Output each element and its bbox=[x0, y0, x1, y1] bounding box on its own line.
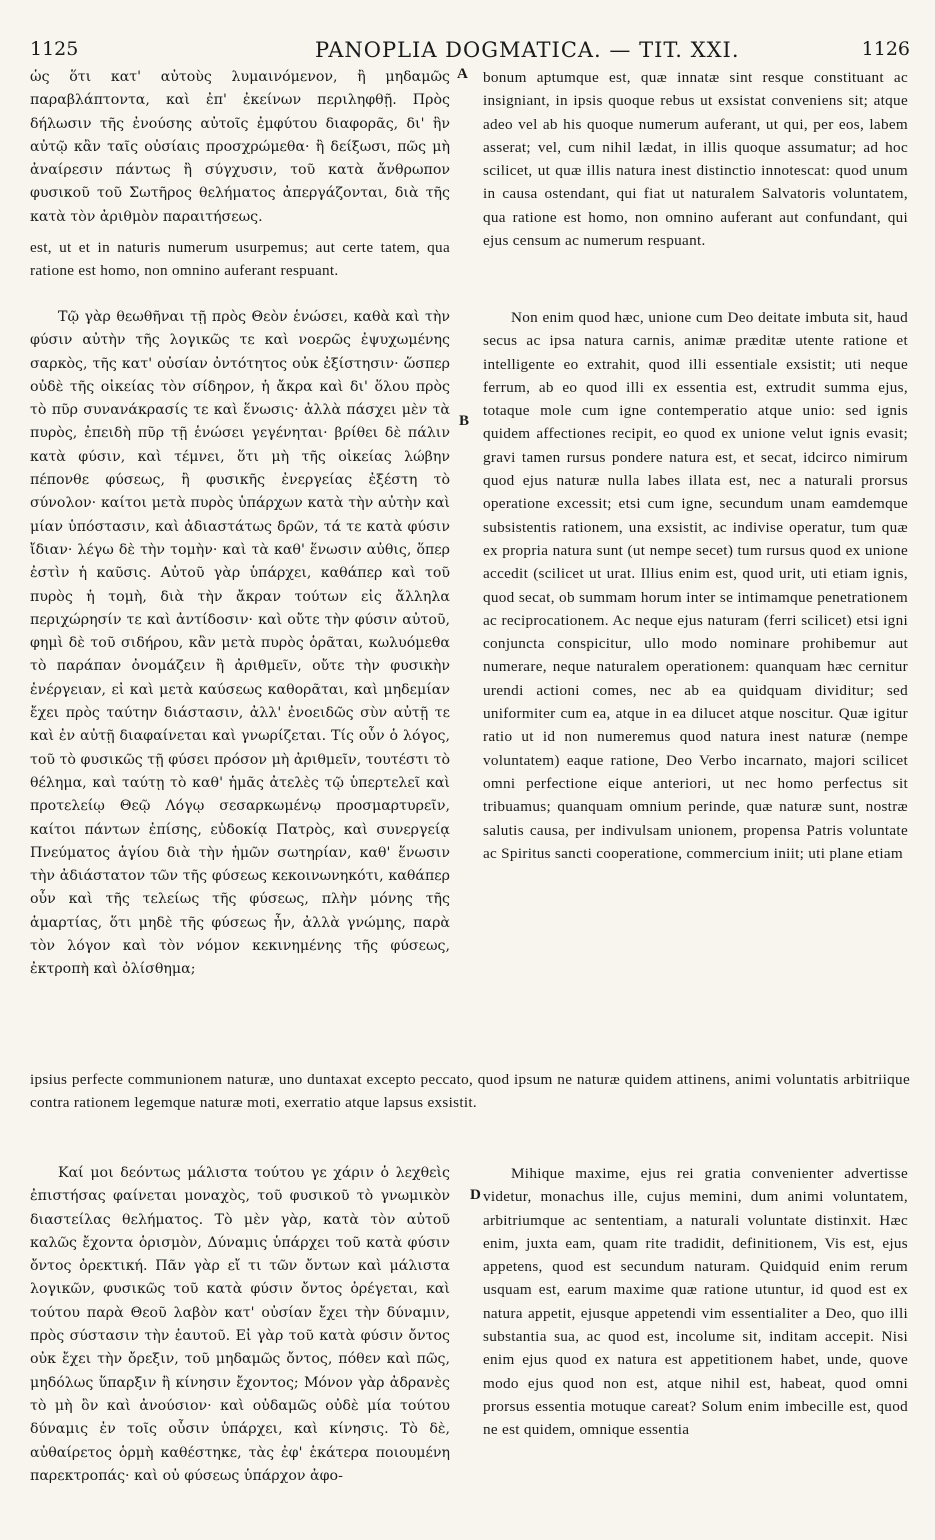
greek-paragraph: ὡς ὅτι κατ' αὐτοὺς λυμαινόμενον, ἢ μηδαμῶς παραβλάπτοντα, καὶ ἐπ' ἐκείνων περιληφθῇ. Πρὸς δήλωσιν τῆς ἐνούσης αὐτοῖς ἐμφύτου διαφορᾶς, δι' ἣν αὐτῷ κἂν ταῖς οὐσίαις προσχρώμεθα· ἢ δείξωσι, πῶς μὴ ἀναίρεσιν πάντως ἢ σύγχυσιν, τοῦ κατὰ ἄνθρωπον φυσικοῦ τοῦ Σωτῆρος θελήματος ἀπεργάζονται, διὰ τῆς κατὰ τὸν ἀριθμὸν παραιτήσεως. bbox=[30, 69, 450, 225]
latin-paragraph: Non enim quod hæc, unione cum Deo deitate imbuta sit, haud secus ac ipsa natura carnis, animæ præditæ utente ratione et intelligente eo extrahit, quod illi essentiale exsistit; uti neque ferrum, ab eo quod illi ex essentia est, extrudit summa ejus, totaque mole cum igne contemperatio atque unio: sed ignis quidem affectiones recipit, eo quod ex unione velut ignis evasit; gravi tamen rursus pondere natura est, et secat, idcirco nimirum quod ejus naturæ nulla labes illata est, nec a naturali prorsus operatione excessit; etsi cum igne, secundum unam eamdemque subsistentis rationem, una exsistit, ac indivise operatur, tum quæ ex propria natura sunt (ut nempe secet) tum rursus quod ex unione accedit (scilicet ut urat. Illius enim est, quod urit, uti etiam ignis, quod secat, ob summam horum inter se intimamque penetrationem ac reciprocationem. Ac neque ejus naturam (ferri scilicet) etsi igni conjuncta conspicitur, ullo modo nominare prohibemur aut numerare, neque naturalem operationem: quanquam hæc cernitur urendi actioni comes, nec ab ea quidquam dividitur; sed uniformiter cum ea, atque in ea dilucet atque noscitur. Quæ igitur ratio ut id non numeremus quod natura inest naturæ (nempe voluntatem) eaque ratione, Deo Verbo incarnato, majori scilicet omni perfectione eique anteriori, ut nec homo perfectus sit tribuamus; quanquam omnium perinde, quæ naturæ sunt, nostræ salutis causa, per indivulsam unionem, propensa Patris voluntate ac Spiritus sancti cooperatione, commercium iniit; uti plane etiam bbox=[483, 309, 908, 862]
greek-paragraph: Τῷ γὰρ θεωθῆναι τῇ πρὸς Θεὸν ἑνώσει, καθὰ καὶ τὴν φύσιν αὐτὴν τῆς λογικῶς τε καὶ νοερῶς ἐψυχωμένης σαρκὸς, τῆς κατ' οὐσίαν ὀντότητος οὐκ ἐξίστησιν· ὥσπερ οὐδὲ τῆς οἰκείας τὸν σίδηρον, ἡ ἄκρα καὶ δι' ὅλου πρὸς τὸ πῦρ συνανάκρασίς τε καὶ ἕνωσις· ἀλλὰ πάσχει μὲν τὰ πυρὸς, ἐπειδὴ πῦρ τῇ ἑνώσει γεγένηται· βρίθει δὲ πάλιν κατὰ φύσιν, καὶ τέμνει, ὅτι μὴ τῆς οἰκείας λώβην πέπονθε φύσεως, ἢ φυσικῆς ἐνεργείας ἐξέστη τὸ σύνολον· καίτοι μετὰ πυρὸς ὑπάρχων κατὰ τὴν αὐτὴν καὶ μίαν ὑπόστασιν, καὶ ἀδιαστάτως δρῶν, τά τε κατὰ φύσιν ἴδιαν· λέγω δὲ τὴν τομὴν· καὶ τὰ καθ' ἕνωσιν αὐθις, ὅπερ ἐστὶν ἡ καῦσις. Αὐτοῦ γὰρ ὑπάρχει, καθάπερ καὶ τοῦ πυρὸς ἡ τομὴ, διὰ τὴν ἄκραν τούτων εἰς ἄλληλα περιχώρησίν τε καὶ ἀντίδοσιν· καὶ οὔτε τὴν φύσιν αὐτοῦ, φημὶ δὲ τοῦ σιδήρου, κἂν μετὰ πυρὸς ὁρᾶται, κωλυόμεθα τὸ παράπαν ὀνομάζειν ἢ ἀριθμεῖν, οὔτε τὴν φυσικὴν ἐνέργειαν, εἰ καὶ μετὰ καύσεως καθορᾶται, καὶ μηδεμίαν ἔχει πρὸς ταύτην διάστασιν, ἀλλ' ἐνοειδῶς σὺν αὐτῇ τε καὶ ἐν αὐτῇ διαφαίνεται καὶ γνωρίζεται. Τίς οὖν ὁ λόγος, τοῦ τὸ φυσικῶς τῇ φύσει πρόσον μὴ ἀριθμεῖν, τουτέστι τὸ θέλημα, καὶ ταύτῃ τὸ καθ' ἡμᾶς ἀτελὲς τῷ ὑπερτελεῖ καὶ προτελείῳ Θεῷ Λόγῳ σεσαρκωμένῳ προσμαρτυρεῖν, καίτοι πάντων ἐπίσης, εὐδοκίᾳ Πατρὸς, καὶ συνεργείᾳ Πνεύματος ἁγίου διὰ τὴν ἡμῶν σωτηρίαν, καθ' ἕνωσιν τὴν ἀδιάστατον τῶν τῆς φύσεως κεκοινωνηκότι, καθάπερ οὖν καὶ τῆς τελείως τῆς φύσεως, πλὴν μόνης τῆς ἁμαρτίας, ὅτι μηδὲ τῆς φύσεως ἦν, ἀλλὰ γνώμης, παρὰ τὸν λόγον καὶ τὸν νόμον κεκινημένης τῆς φύσεως, ἐκτροπὴ καὶ ὀλίσθημα; bbox=[30, 309, 450, 978]
margin-marker-a: A bbox=[457, 66, 468, 82]
margin-marker-d: D bbox=[470, 1187, 481, 1203]
latin-column-block-1 bbox=[483, 66, 908, 266]
latin-spill-left bbox=[30, 236, 450, 304]
greek-column-block-1 bbox=[30, 66, 450, 242]
full-width-latin bbox=[30, 1068, 910, 1138]
page-header bbox=[30, 38, 910, 68]
latin-paragraph: ipsius perfecte communionem naturæ, uno duntaxat excepto peccato, quod ipsum ne naturæ quidem attinens, animi voluntatis arbitriique contra rationem legemque naturæ moti, exerratio atque lapsus exsistit. bbox=[30, 1071, 910, 1112]
greek-column-block-2 bbox=[30, 306, 450, 1076]
page-number-right: 1126 bbox=[861, 38, 910, 60]
latin-paragraph: bonum aptumque est, quæ innatæ sint resque constituant ac insigniant, in ipsis quoque rebus ut exsistat conveniens sit; atque adeo vel ab his quoque numerum auferant, ut qui, per eos, labem asserat; vel, cum nihil lædat, in illis quoque assumatur; ad hoc scilicet, ut quæ illis natura inest distinctio innotescat: quod unum in causa ostendant, qui fiat ut naturalem Salvatoris voluntatem, qua ratione est homo, non omnino auferant aut confundant, qui ejus censum ac numerum respuant. bbox=[483, 69, 908, 250]
margin-marker-b: B bbox=[459, 413, 470, 429]
running-title: PANOPLIA DOGMATICA. — TIT. XXI. bbox=[315, 38, 740, 62]
latin-paragraph: Mihique maxime, ejus rei gratia convenienter advertisse videtur, monachus ille, cujus memini, dum animi voluntatem, arbitriumque ac sententiam, a naturali voluntate distinxit. Hæc enim, juxta eam, quam rite tradidit, definitionem, Vis est, ejus appetens, quod est secundum naturam. Quidquid enim rerum usquam est, earum maxime quæ ratione utuntur, id quod est ex natura appetit, ejusque appetendi vim essentialiter a Deo, quo illi substantia sua, ac quod est, incolume sit, inditam accepit. Nisi enim ejus quod ex natura est appetitionem habet, unde, quove modo ejus quod non est, atque nihil est, habeat, quod omni prorsus essentia motuque careat? Solum enim imbecille est, quod ne est quidem, omnique essentia bbox=[483, 1165, 908, 1439]
latin-column-block-2 bbox=[483, 306, 908, 1076]
latin-column-block-3 bbox=[483, 1162, 908, 1532]
greek-column-block-3 bbox=[30, 1162, 450, 1532]
greek-paragraph: Καί μοι δεόντως μάλιστα τούτου γε χάριν ὁ λεχθεὶς ἐπιστήσας φαίνεται μοναχὸς, τοῦ φυσικοῦ τὸ γνωμικὸν διαστείλας θελήματος. Τὸ μὲν γὰρ, κατὰ τὸν αὐτοῦ καλῶς ἔχοντα ὁρισμὸν, Δύναμις ὑπάρχει τοῦ κατὰ φύσιν ὄντος ὀρεκτική. Πᾶν γὰρ εἴ τι τῶν ὄντων καὶ μάλιστα λογικῶν, φυσικῶς τοῦ κατὰ φύσιν ὄντος ὀρέγεται, καὶ τούτου παρὰ Θεοῦ λαβὸν κατ' οὐσίαν ἔχει τὴν δύναμιν, πρὸς σύστασιν τὴν ἑαυτοῦ. Εἰ γὰρ τοῦ κατὰ φύσιν ὄντος οὐκ ἔχει τὴν ὄρεξιν, τοῦ μηδαμῶς ὄντος, πόθεν καὶ πῶς, μηδόλως ὕπαρξιν ἢ κίνησιν ἔχοντος; Μόνον γὰρ ἀδρανὲς τὸ μὴ ὂν καὶ ἀνούσιον· καὶ οὐδαμῶς οὐδὲ μία τούτου δύναμις ἐν τοῖς οὖσιν ὑπάρχει, καὶ κίνησις. Τὸ δὲ, αὐθαίρετος ὁρμὴ καθέστηκε, τὰς ἐφ' ἑκάτερα ποιουμένη παρεκτροπάς· καὶ οὐ φύσεως ὑπάρχον ἀφο- bbox=[30, 1165, 450, 1484]
page-number-left: 1125 bbox=[30, 38, 79, 60]
latin-spill-paragraph: est, ut et in naturis numerum usurpemus; aut certe tatem, qua ratione est homo, non omnino auferant respuant. bbox=[30, 239, 450, 280]
